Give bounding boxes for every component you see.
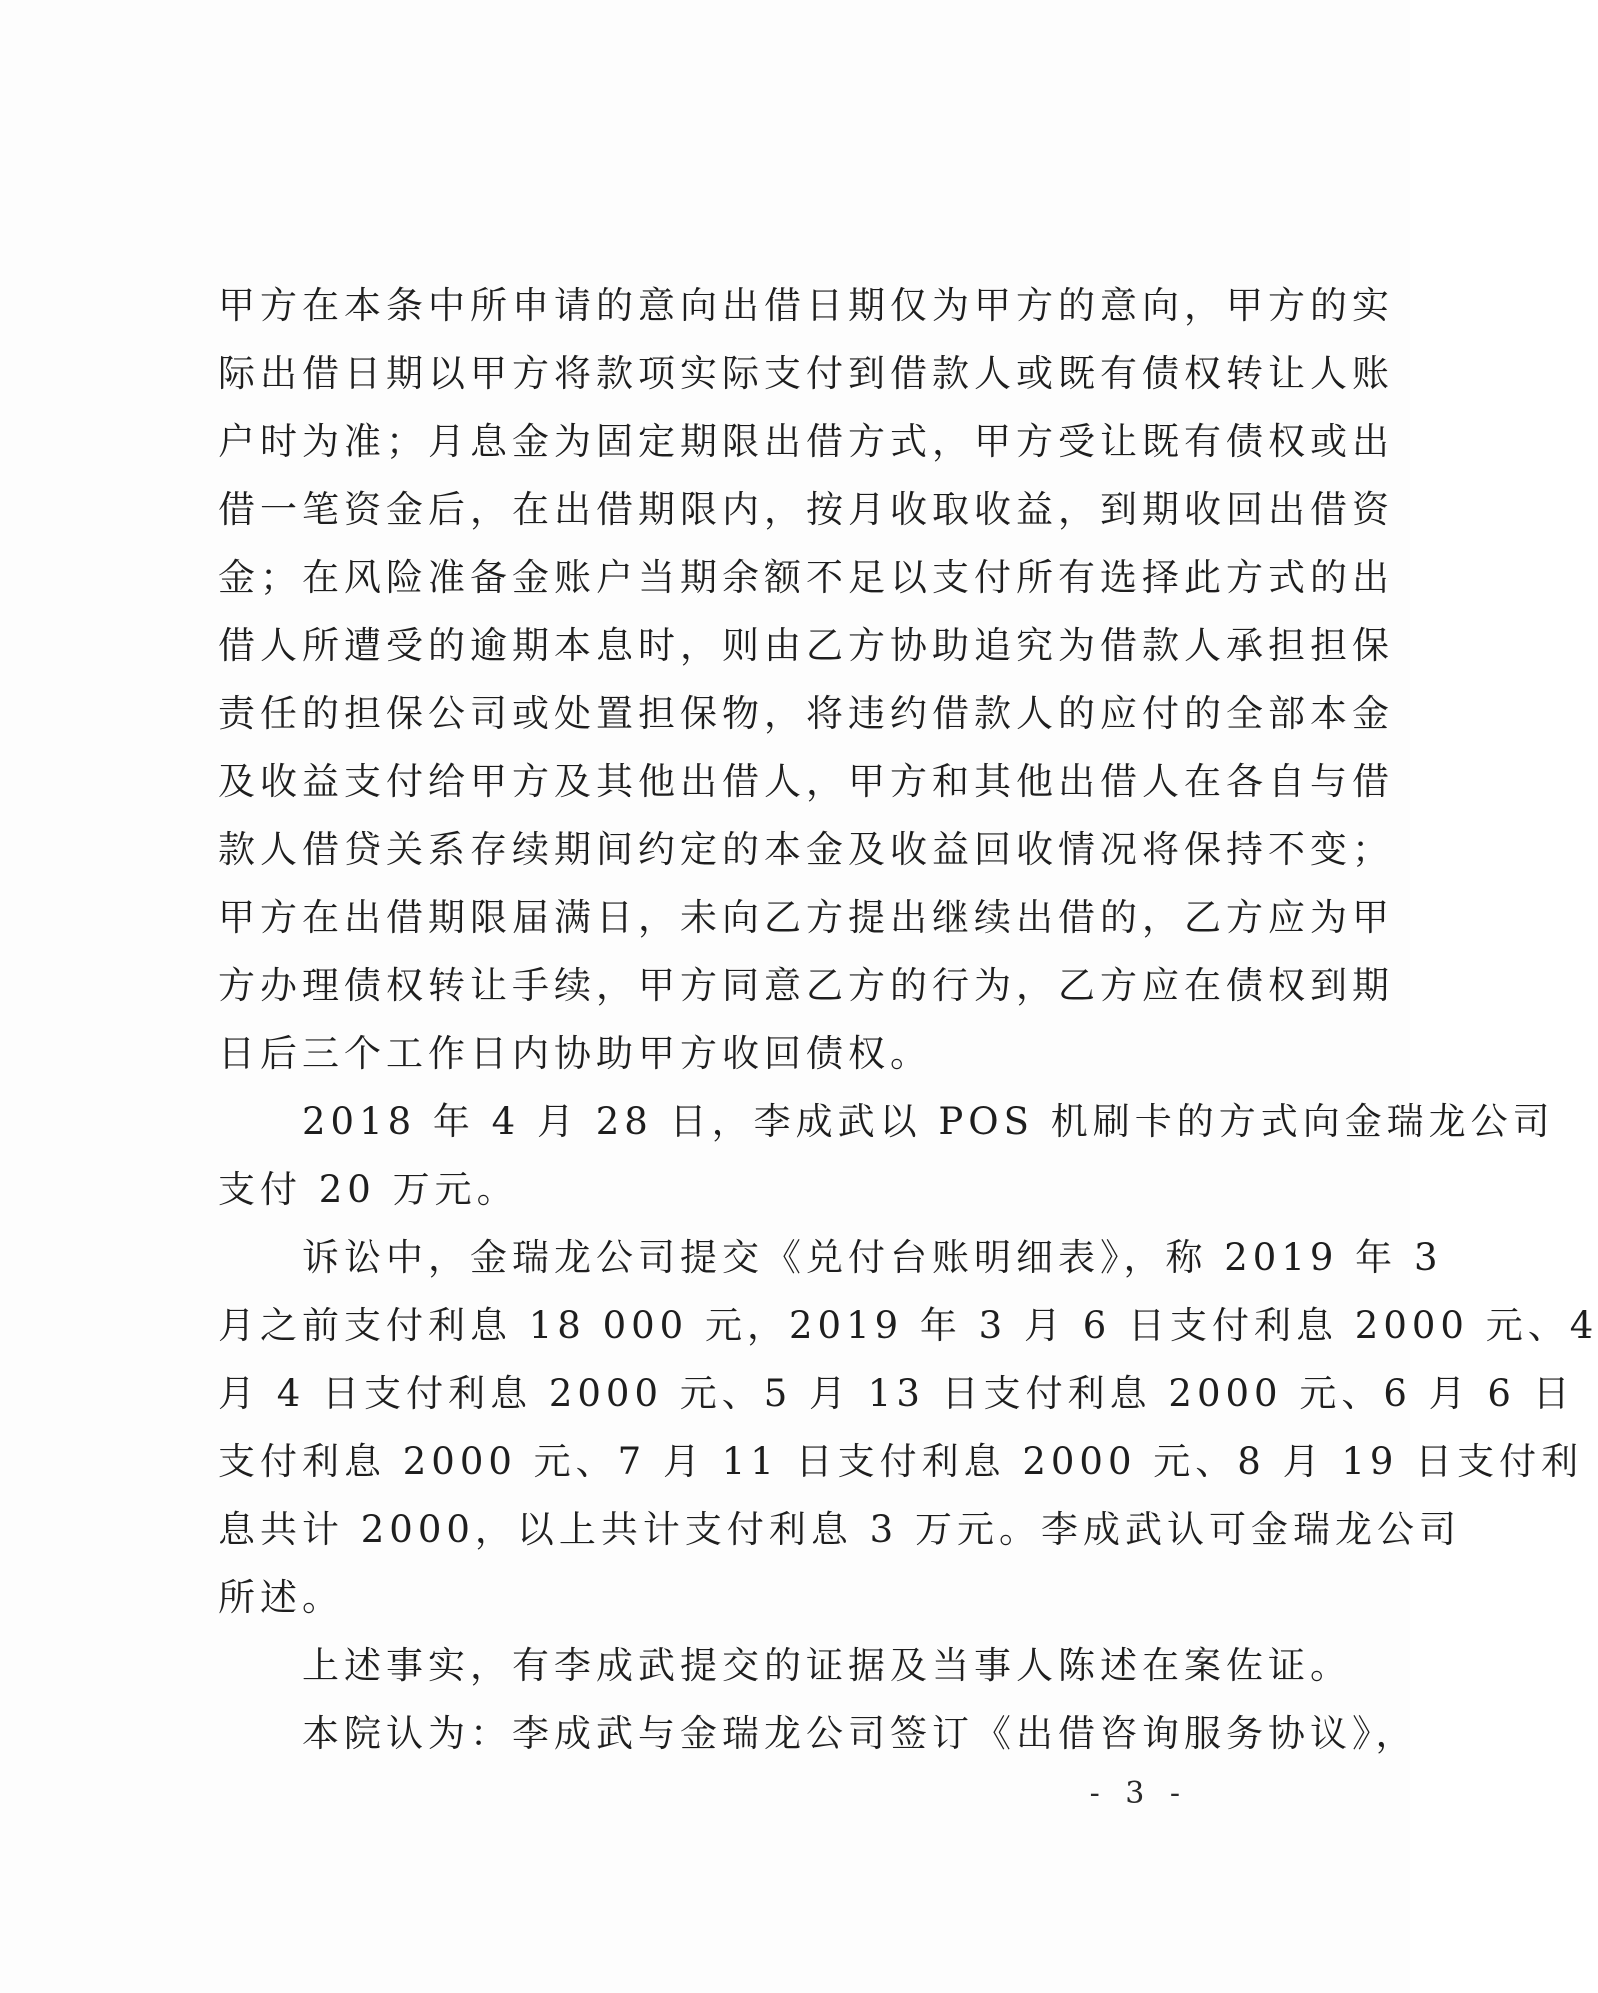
- text-line: 上述事实，有李成武提交的证据及当事人陈述在案佐证。: [218, 1644, 1352, 1687]
- text-line: 息共计 2000，以上共计支付利息 3 万元。李成武认可金瑞龙公司: [218, 1508, 1461, 1551]
- text-line: 际出借日期以甲方将款项实际支付到借款人或既有债权转让人账: [218, 352, 1394, 395]
- text-line: 甲方在出借期限届满日，未向乙方提出继续出借的，乙方应为甲: [218, 896, 1394, 939]
- text-line: 2018 年 4 月 28 日，李成武以 POS 机刷卡的方式向金瑞龙公司: [218, 1100, 1555, 1143]
- text-line: 借人所遭受的逾期本息时，则由乙方协助追究为借款人承担担保: [218, 624, 1394, 667]
- text-line: 支付利息 2000 元、7 月 11 日支付利息 2000 元、8 月 19 日支付利: [218, 1440, 1584, 1483]
- text-line: 户时为准；月息金为固定期限出借方式，甲方受让既有债权或出: [218, 420, 1394, 463]
- text-line: 借一笔资金后，在出借期限内，按月收取收益，到期收回出借资: [218, 488, 1394, 531]
- page-number: - 3 -: [1089, 1776, 1188, 1811]
- text-line: 本院认为：李成武与金瑞龙公司签订《出借咨询服务协议》，: [218, 1712, 1418, 1755]
- text-line: 支付 20 万元。: [218, 1168, 519, 1211]
- text-line: 诉讼中，金瑞龙公司提交《兑付台账明细表》，称 2019 年 3: [218, 1236, 1443, 1279]
- document-body: [218, 272, 1598, 1768]
- text-line: 方办理债权转让手续，甲方同意乙方的行为，乙方应在债权到期: [218, 964, 1394, 1007]
- text-line: 责任的担保公司或处置担保物，将违约借款人的应付的全部本金: [218, 692, 1394, 735]
- text-line: 金；在风险准备金账户当期余额不足以支付所有选择此方式的出: [218, 556, 1394, 599]
- text-line: 所述。: [218, 1576, 344, 1619]
- text-line: 月 4 日支付利息 2000 元、5 月 13 日支付利息 2000 元、6 月 6 日: [218, 1372, 1575, 1415]
- text-line: 甲方在本条中所申请的意向出借日期仅为甲方的意向，甲方的实: [218, 284, 1394, 327]
- text-line: 日后三个工作日内协助甲方收回债权。: [218, 1032, 932, 1075]
- text-line: 及收益支付给甲方及其他出借人，甲方和其他出借人在各自与借: [218, 760, 1394, 803]
- text-line: 款人借贷关系存续期间约定的本金及收益回收情况将保持不变；: [218, 828, 1394, 871]
- text-line: 月之前支付利息 18 000 元，2019 年 3 月 6 日支付利息 2000 元、4: [218, 1304, 1598, 1347]
